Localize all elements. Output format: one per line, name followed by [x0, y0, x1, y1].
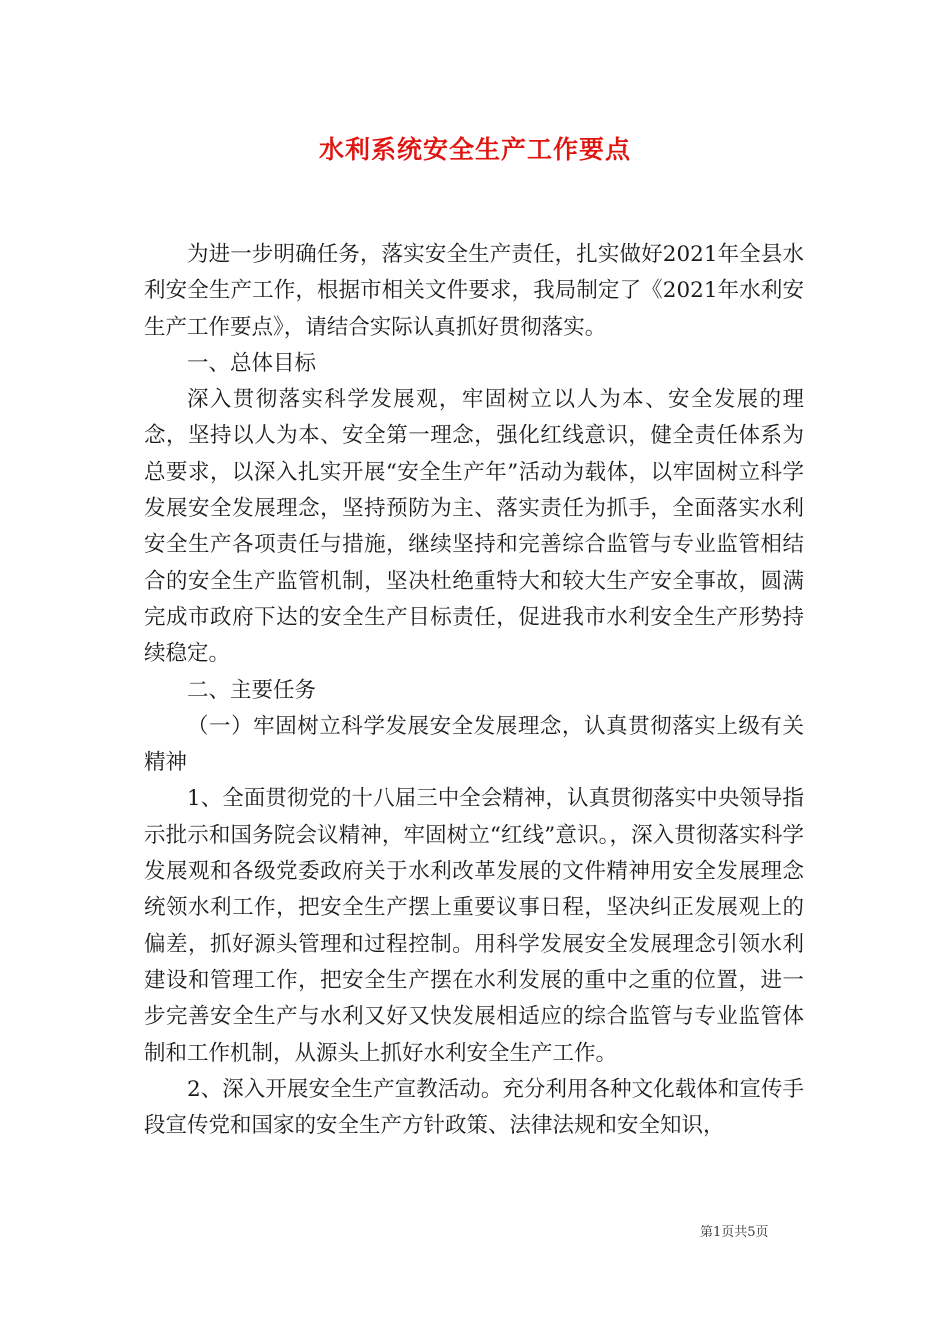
document-body — [144, 237, 804, 1144]
task-paragraph-2: 2、深入开展安全生产宣教活动。充分利用各种文化载体和宣传手段宣传党和国家的安全生产方针政策、法律法规和安全知识， — [144, 1076, 804, 1139]
section-heading-goals: 一、总体目标 — [187, 350, 317, 376]
goals-paragraph: 深入贯彻落实科学发展观，牢固树立以人为本、安全发展的理念，坚持以人为本、安全第一理念，强化红线意识，健全责任体系为总要求，以深入扎实开展“安全生产年”活动为载体，以牢固树立科学发展安全发展理念，坚持预防为主、落实责任为抓手，全面落实水利安全生产各项责任与措施，继续坚持和完善综合监管与专业监管相结合的安全生产监管机制，坚决杜绝重特大和较大生产安全事故，圆满完成市政府下达的安全生产目标责任，促进我市水利安全生产形势持续稳定。 — [144, 387, 804, 667]
task-paragraph-1: 1、全面贯彻党的十八届三中全会精神，认真贯彻落实中央领导指示批示和国务院会议精神，牢固树立“红线”意识。，深入贯彻落实科学发展观和各级党委政府关于水利改革发展的文件精神用安全发展理念统领水利工作，把安全生产摆上重要议事日程，坚决纠正发展观上的偏差，抓好源头管理和过程控制。用科学发展安全发展理念引领水利建设和管理工作，把安全生产摆在水利发展的重中之重的位置，进一步完善安全生产与水利又好又快发展相适应的综合监管与专业监管体制和工作机制，从源头上抓好水利安全生产工作。 — [144, 786, 804, 1066]
page-number: 第1页共5页 — [700, 1225, 769, 1240]
subsection-heading-1: （一）牢固树立科学发展安全发展理念，认真贯彻落实上级有关精神 — [144, 713, 804, 776]
section-heading-tasks: 二、主要任务 — [187, 677, 317, 703]
document-title: 水利系统安全生产工作要点 — [318, 135, 631, 164]
intro-paragraph: 为进一步明确任务，落实安全生产责任，扎实做好2021年全县水利安全生产工作，根据市相关文件要求，我局制定了《2021年水利安生产工作要点》，请结合实际认真抓好贯彻落实。 — [144, 242, 804, 340]
